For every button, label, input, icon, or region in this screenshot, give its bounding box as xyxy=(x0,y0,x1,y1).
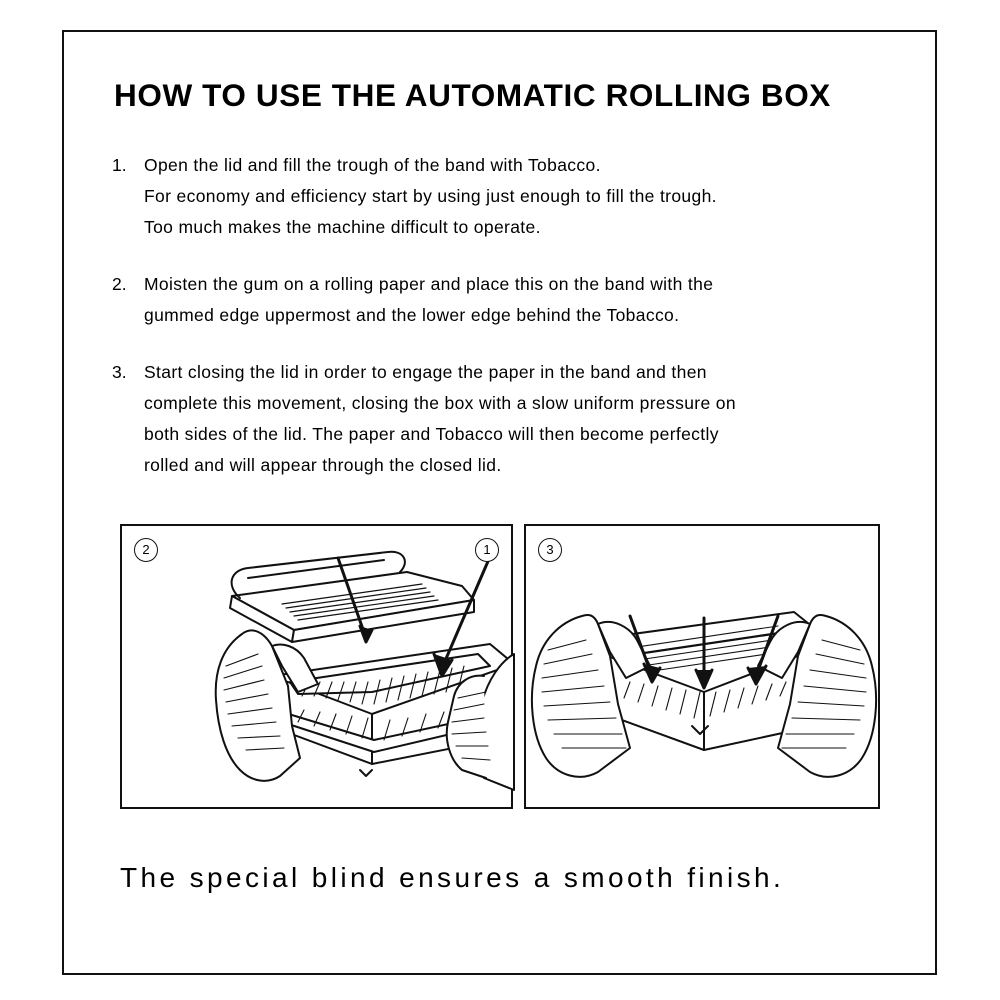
step-text xyxy=(144,269,902,331)
page-title: HOW TO USE THE AUTOMATIC ROLLING BOX xyxy=(114,77,831,113)
figure-badge-3: 3 xyxy=(538,538,562,562)
tagline: The special blind ensures a smooth finish. xyxy=(120,862,785,893)
rolling-box-open-illustration xyxy=(122,526,515,811)
step-line: Moisten the gum on a rolling paper and place this on the band with the xyxy=(144,274,714,294)
step-text xyxy=(144,150,902,243)
figure-badge-2: 2 xyxy=(134,538,158,562)
figure-left xyxy=(120,524,513,809)
step-line: Start closing the lid in order to engage the paper in the band and then xyxy=(144,362,707,382)
step-line: gummed edge uppermost and the lower edge behind the Tobacco. xyxy=(144,305,680,325)
step-text xyxy=(144,357,902,481)
step-line: rolled and will appear through the closed lid. xyxy=(144,455,502,475)
instruction-list xyxy=(112,150,902,507)
list-item xyxy=(112,150,902,243)
step-number: 3. xyxy=(112,362,127,382)
figure-row xyxy=(120,524,880,809)
step-line: complete this movement, closing the box with a slow uniform pressure on xyxy=(144,393,736,413)
step-line: For economy and efficiency start by using just enough to fill the trough. xyxy=(144,186,717,206)
step-line: both sides of the lid. The paper and Tobacco will then become perfectly xyxy=(144,424,719,444)
step-number: 1. xyxy=(112,155,127,175)
list-item xyxy=(112,269,902,331)
step-number: 2. xyxy=(112,274,127,294)
step-line: Open the lid and fill the trough of the band with Tobacco. xyxy=(144,155,601,175)
rolling-box-closing-illustration xyxy=(526,526,882,811)
step-line: Too much makes the machine difficult to operate. xyxy=(144,217,541,237)
figure-badge-1: 1 xyxy=(475,538,499,562)
leaflet-sheet xyxy=(62,30,937,975)
figure-right xyxy=(524,524,880,809)
list-item xyxy=(112,357,902,481)
